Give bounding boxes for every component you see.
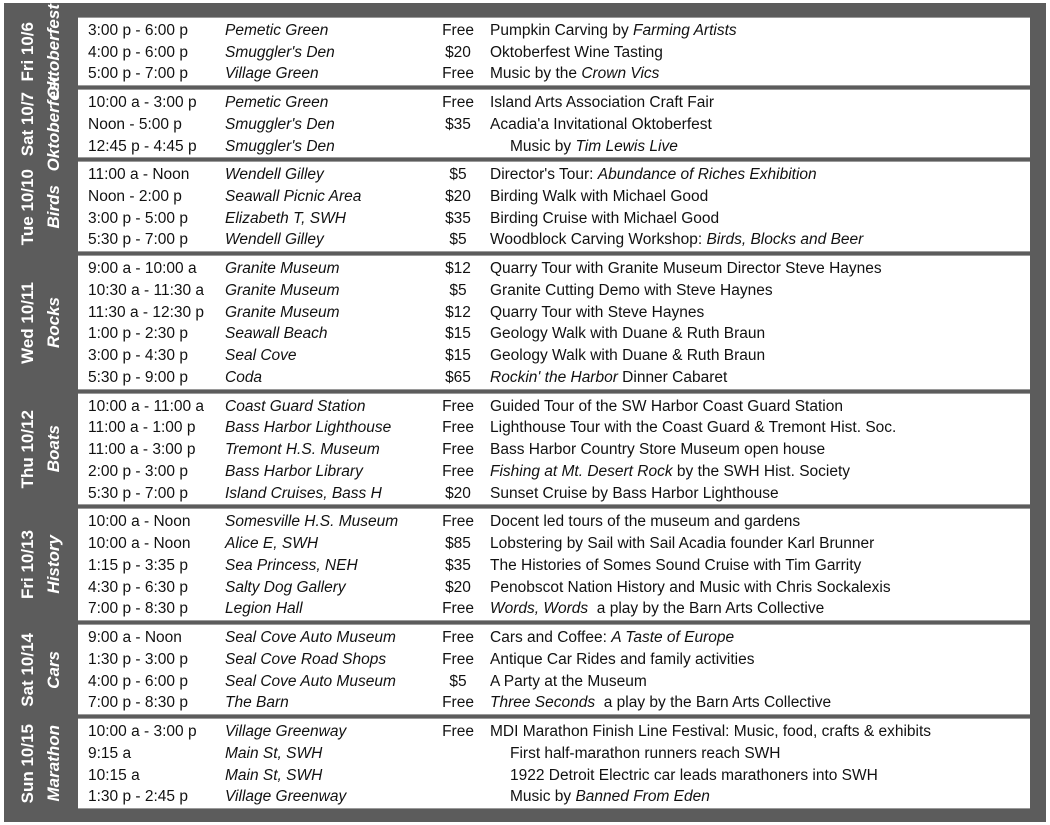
event-location: Seal Cove Auto Museum: [225, 672, 396, 690]
event-description-text: 1922 Detroit Electric car leads marathoners into SWH: [510, 766, 878, 784]
event-description-italic: Birds, Blocks and Beer: [706, 231, 864, 249]
event-description-text: A Party at the Museum: [490, 672, 647, 690]
event-time: 10:00 a - 3:00 p: [88, 94, 197, 112]
event-row: [78, 649, 1030, 671]
day-date-label: Thu 10/12: [18, 409, 37, 489]
event-time: 11:00 a - 3:00 p: [88, 441, 196, 459]
day-theme-label: Cars: [44, 650, 63, 689]
event-location: Alice E, SWH: [225, 535, 319, 553]
event-time: 1:30 p - 2:45 p: [88, 788, 188, 806]
event-description: [490, 186, 708, 208]
event-description-text: Acadia'a Invitational Oktoberfest: [490, 115, 712, 133]
event-row: [78, 63, 1030, 85]
event-time: 3:00 p - 4:30 p: [88, 347, 188, 365]
event-price: $5: [449, 231, 467, 249]
event-description-italic: Words, Words: [490, 600, 589, 618]
event-price: $35: [445, 115, 471, 133]
event-description-text: First half-marathon runners reach SWH: [510, 744, 781, 762]
event-description-text: Docent led tours of the museum and gardens: [490, 513, 801, 531]
event-location: Elizabeth T, SWH: [225, 209, 346, 227]
event-location: Salty Dog Gallery: [225, 578, 346, 596]
event-row: [78, 229, 1030, 251]
event-price: Free: [442, 441, 474, 459]
event-time: 11:00 a - Noon: [88, 166, 190, 184]
day-block: [4, 718, 1046, 809]
event-description: [490, 20, 737, 42]
event-description: [490, 577, 891, 599]
event-location: Coast Guard Station: [225, 397, 366, 415]
event-row: [78, 258, 1030, 280]
event-description: [490, 114, 712, 136]
event-description-text: Quarry Tour with Steve Haynes: [490, 303, 705, 321]
event-price: $5: [449, 281, 467, 299]
day-events-panel: [78, 161, 1030, 252]
event-price: $20: [445, 578, 471, 596]
event-location: Somesville H.S. Museum: [225, 513, 399, 531]
day-side-labels: [4, 393, 78, 506]
event-price: Free: [442, 419, 474, 437]
event-location: Island Cruises, Bass H: [225, 484, 382, 502]
event-row: [78, 417, 1030, 439]
day-date-label: Sat 10/14: [18, 632, 37, 707]
event-description-text: by the SWH Hist. Society: [672, 462, 851, 480]
event-row: [78, 555, 1030, 577]
event-location: The Barn: [225, 694, 289, 712]
event-location: Sea Princess, NEH: [225, 556, 358, 574]
event-time: 10:00 a - Noon: [88, 535, 191, 553]
event-row: [78, 208, 1030, 230]
event-row: [78, 345, 1030, 367]
event-price: $15: [445, 347, 471, 365]
event-description-text: Cars and Coffee:: [490, 629, 612, 647]
event-description: [490, 483, 779, 505]
event-description-text: Quarry Tour with Granite Museum Director Steve Haynes: [490, 260, 882, 278]
event-row: [78, 92, 1030, 114]
event-time: Noon - 2:00 p: [88, 188, 182, 206]
day-theme-label: Rocks: [44, 296, 63, 348]
event-row: [78, 302, 1030, 324]
day-date-label: Sat 10/7: [18, 91, 37, 156]
event-location: Granite Museum: [225, 303, 340, 321]
event-row: [78, 671, 1030, 693]
event-time: 3:00 p - 5:00 p: [88, 209, 188, 227]
event-location: Seal Cove: [225, 347, 297, 365]
event-row: [78, 114, 1030, 136]
event-location: Smuggler's Den: [225, 43, 335, 61]
event-price: Free: [442, 94, 474, 112]
event-time: 12:45 p - 4:45 p: [88, 137, 197, 155]
day-events-panel: [78, 255, 1030, 389]
event-location: Granite Museum: [225, 281, 340, 299]
event-price: Free: [442, 650, 474, 668]
event-time: 1:15 p - 3:35 p: [88, 556, 188, 574]
event-location: Seawall Beach: [225, 325, 328, 343]
day-theme-label: History: [44, 535, 63, 595]
event-row: [78, 164, 1030, 186]
day-events-panel: [78, 89, 1030, 158]
day-block: [4, 161, 1046, 252]
event-description: [490, 302, 704, 324]
event-time: 10:15 a: [88, 766, 140, 784]
event-time: 2:00 p - 3:00 p: [88, 462, 188, 480]
event-description: [490, 258, 882, 280]
event-description-text: Sunset Cruise by Bass Harbor Lighthouse: [490, 484, 779, 502]
event-description-text: Birding Walk with Michael Good: [490, 188, 709, 206]
event-description: [490, 208, 719, 230]
event-time: 10:00 a - 3:00 p: [88, 723, 197, 741]
day-events-panel: [78, 17, 1030, 86]
event-time: 3:00 p - 6:00 p: [88, 22, 188, 39]
event-description: [510, 786, 710, 808]
event-time: 9:00 a - 10:00 a: [88, 260, 197, 278]
event-description: [490, 229, 863, 251]
event-description: [510, 743, 780, 765]
event-location: Smuggler's Den: [225, 137, 335, 155]
event-location: Pemetic Green: [225, 94, 329, 112]
event-price: Free: [442, 22, 474, 39]
event-location: Smuggler's Den: [225, 115, 335, 133]
event-time: 11:00 a - 1:00 p: [88, 419, 196, 437]
event-description-text: Music by: [510, 137, 576, 155]
event-description: [490, 63, 659, 85]
day-side-labels: [4, 508, 78, 621]
event-row: [78, 439, 1030, 461]
event-row: [78, 533, 1030, 555]
event-description-text: Woodblock Carving Workshop:: [490, 231, 707, 249]
event-row: [78, 692, 1030, 714]
event-price: $12: [445, 303, 471, 321]
event-price: $5: [449, 166, 467, 184]
event-description: [490, 417, 896, 439]
day-side-labels: [4, 76, 78, 172]
event-row: [78, 627, 1030, 649]
event-description-italic: Farming Artists: [633, 22, 737, 39]
event-price: $5: [449, 672, 467, 690]
event-price: Free: [442, 600, 474, 618]
event-location: Wendell Gilley: [225, 231, 324, 249]
event-row: [78, 721, 1030, 743]
event-description-text: Dinner Cabaret: [617, 368, 728, 386]
event-time: 5:30 p - 9:00 p: [88, 368, 188, 386]
event-description: [490, 627, 734, 649]
event-price: $35: [445, 556, 471, 574]
event-description-italic: Banned From Eden: [575, 788, 710, 806]
event-location: Village Greenway: [225, 788, 347, 806]
event-location: Legion Hall: [225, 600, 303, 618]
day-block: [4, 3, 1046, 100]
event-description-italic: Fishing at Mt. Desert Rock: [490, 462, 673, 480]
event-description: [490, 598, 824, 620]
event-description-text: Lighthouse Tour with the Coast Guard & Tremont Hist. Soc.: [490, 419, 897, 437]
event-price: Free: [442, 65, 474, 83]
day-side-labels: [4, 161, 78, 252]
event-location: Bass Harbor Library: [225, 462, 363, 480]
event-location: Tremont H.S. Museum: [225, 441, 380, 459]
event-time: 5:30 p - 7:00 p: [88, 231, 188, 249]
event-location: Village Greenway: [225, 723, 347, 741]
event-description: [490, 92, 714, 114]
event-description: [490, 461, 850, 483]
event-description-text: The Histories of Somes Sound Cruise with Tim Garrity: [490, 556, 862, 574]
event-description: [490, 555, 861, 577]
day-block: [4, 393, 1046, 506]
event-time: 11:30 a - 12:30 p: [88, 303, 205, 321]
event-time: 9:15 a: [88, 744, 132, 762]
event-description-text: Granite Cutting Demo with Steve Haynes: [490, 281, 773, 299]
event-location: Wendell Gilley: [225, 166, 324, 184]
event-time: 7:00 p - 8:30 p: [88, 694, 188, 712]
event-description-text: Birding Cruise with Michael Good: [490, 209, 720, 227]
event-price: Free: [442, 397, 474, 415]
event-row: [78, 598, 1030, 620]
event-description-text: Geology Walk with Duane & Ruth Braun: [490, 347, 766, 365]
event-price: Free: [442, 513, 474, 531]
event-description-text: Bass Harbor Country Store Museum open house: [490, 441, 826, 459]
day-theme-label: Oktoberfest: [44, 76, 63, 172]
event-description: [490, 280, 773, 302]
event-description-text: Geology Walk with Duane & Ruth Braun: [490, 325, 766, 343]
day-date-label: Wed 10/11: [18, 281, 37, 364]
event-description: [490, 721, 931, 743]
event-row: [78, 367, 1030, 389]
event-price: $20: [445, 43, 471, 61]
event-description-text: Oktoberfest Wine Tasting: [490, 43, 663, 61]
event-description-text: Lobstering by Sail with Sail Acadia founder Karl Brunner: [490, 535, 875, 553]
event-row: [78, 765, 1030, 787]
day-events-panel: [78, 624, 1030, 715]
event-location: Seal Cove Road Shops: [225, 650, 387, 668]
event-time: 4:00 p - 6:00 p: [88, 672, 188, 690]
event-description-text: Pumpkin Carving by: [490, 22, 634, 39]
day-side-labels: [4, 255, 78, 389]
event-price: Free: [442, 629, 474, 647]
event-description-text: Director's Tour:: [490, 166, 598, 184]
event-time: 4:30 p - 6:30 p: [88, 578, 188, 596]
event-price: $85: [445, 535, 471, 553]
event-description-text: a play by the Barn Arts Collective: [595, 694, 832, 712]
event-location: Village Green: [225, 65, 319, 83]
event-time: Noon - 5:00 p: [88, 115, 182, 133]
event-row: [78, 511, 1030, 533]
event-price: $15: [445, 325, 471, 343]
day-events-panel: [78, 508, 1030, 621]
day-block: [4, 508, 1046, 621]
day-events-panel: [78, 718, 1030, 809]
event-description-italic: Abundance of Riches Exhibition: [597, 166, 817, 184]
event-time: 10:00 a - Noon: [88, 513, 191, 531]
event-time: 5:30 p - 7:00 p: [88, 484, 188, 502]
day-block: [4, 255, 1046, 389]
event-description-text: Guided Tour of the SW Harbor Coast Guard Station: [490, 397, 843, 415]
day-events-panel: [78, 393, 1030, 506]
event-description-text: a play by the Barn Arts Collective: [588, 600, 825, 618]
event-price: Free: [442, 694, 474, 712]
event-description: [490, 396, 843, 418]
event-time: 9:00 a - Noon: [88, 629, 182, 647]
event-price: Free: [442, 462, 474, 480]
event-row: [78, 786, 1030, 808]
event-price: Free: [442, 723, 474, 741]
event-time: 7:00 p - 8:30 p: [88, 600, 188, 618]
event-description: [490, 671, 647, 693]
event-row: [78, 396, 1030, 418]
day-theme-label: Marathon: [44, 725, 63, 802]
event-description: [490, 164, 817, 186]
event-time: 10:00 a - 11:00 a: [88, 397, 205, 415]
event-row: [78, 186, 1030, 208]
event-description: [490, 42, 663, 64]
event-description-italic: Rockin' the Harbor: [490, 368, 618, 386]
event-location: Granite Museum: [225, 260, 340, 278]
day-date-label: Tue 10/10: [18, 168, 37, 245]
event-row: [78, 136, 1030, 158]
event-description-text: MDI Marathon Finish Line Festival: Music, food, crafts & exhibits: [490, 723, 932, 741]
event-price: $35: [445, 209, 471, 227]
day-theme-label: Birds: [44, 185, 63, 229]
event-price: $20: [445, 484, 471, 502]
day-theme-label: Oktoberfest: [44, 3, 63, 100]
event-time: 1:00 p - 2:30 p: [88, 325, 188, 343]
event-description-italic: Crown Vics: [581, 65, 660, 83]
event-price: $20: [445, 188, 471, 206]
event-description-text: Antique Car Rides and family activities: [490, 650, 755, 668]
event-description: [490, 345, 765, 367]
event-description-italic: Tim Lewis Live: [575, 137, 678, 155]
event-description: [490, 323, 765, 345]
event-description: [510, 765, 878, 787]
event-description: [490, 649, 754, 671]
event-description: [490, 511, 800, 533]
event-price: $65: [445, 368, 471, 386]
day-block: [4, 624, 1046, 715]
event-location: Bass Harbor Lighthouse: [225, 419, 392, 437]
day-side-labels: [4, 624, 78, 715]
day-date-label: Fri 10/6: [18, 21, 37, 82]
event-row: [78, 577, 1030, 599]
event-description-italic: Three Seconds: [490, 694, 596, 712]
event-description: [490, 692, 831, 714]
event-description-text: Music by: [510, 788, 576, 806]
day-theme-label: Boats: [44, 425, 63, 473]
event-description-text: Music by the: [490, 65, 582, 83]
event-row: [78, 461, 1030, 483]
event-description: [490, 367, 727, 389]
event-location: Pemetic Green: [225, 22, 329, 39]
event-description-italic: A Taste of Europe: [611, 629, 735, 647]
event-location: Coda: [225, 368, 263, 386]
day-date-label: Fri 10/13: [18, 530, 37, 600]
event-row: [78, 280, 1030, 302]
day-date-label: Sun 10/15: [18, 723, 37, 804]
day-block: [4, 76, 1046, 172]
event-location: Main St, SWH: [225, 744, 323, 762]
event-price: $12: [445, 260, 471, 278]
event-description-text: Island Arts Association Craft Fair: [490, 94, 714, 112]
event-time: 1:30 p - 3:00 p: [88, 650, 188, 668]
event-location: Main St, SWH: [225, 766, 323, 784]
event-row: [78, 743, 1030, 765]
day-side-labels: [4, 718, 78, 809]
event-description-text: Penobscot Nation History and Music with Chris Sockalexis: [490, 578, 891, 596]
event-description: [510, 136, 678, 158]
schedule-frame: [4, 3, 1046, 822]
event-time: 4:00 p - 6:00 p: [88, 43, 188, 61]
event-time: 5:00 p - 7:00 p: [88, 65, 188, 83]
event-row: [78, 20, 1030, 42]
event-location: Seawall Picnic Area: [225, 188, 362, 206]
event-row: [78, 323, 1030, 345]
event-time: 10:30 a - 11:30 a: [88, 281, 205, 299]
event-location: Seal Cove Auto Museum: [225, 629, 396, 647]
event-description: [490, 533, 874, 555]
event-row: [78, 42, 1030, 64]
event-description: [490, 439, 825, 461]
event-row: [78, 483, 1030, 505]
